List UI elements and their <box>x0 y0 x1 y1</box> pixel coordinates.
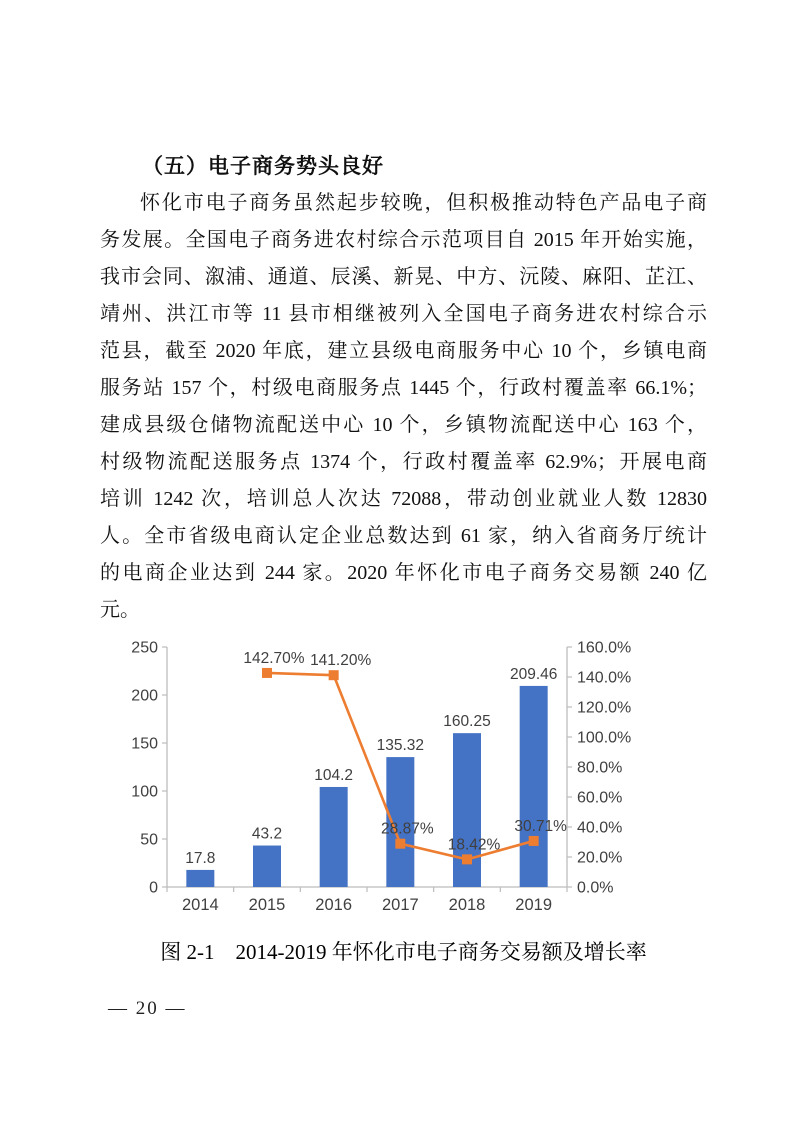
x-axis-label: 2016 <box>315 896 353 914</box>
figure-caption: 图 2-1 2014-2019 年怀化市电子商务交易额及增长率 <box>160 940 647 964</box>
body-text-line: 务发展。全国电子商务进农村综合示范项目自 2015 年开始实施， <box>100 229 707 251</box>
right-axis-tick-label: 140.0% <box>577 669 632 687</box>
line-value-label: 141.20% <box>310 652 372 670</box>
section-heading: （五）电子商务势头良好 <box>142 154 384 178</box>
body-text-line: 我市会同、溆浦、通道、辰溪、新晃、中方、沅陵、麻阳、芷江、 <box>100 266 707 288</box>
right-axis-tick-label: 80.0% <box>577 759 623 777</box>
body-text-line: 怀化市电子商务虽然起步较晚，但积极推动特色产品电子商 <box>140 192 707 214</box>
body-text-line: 建成县级仓储物流配送中心 10 个，乡镇物流配送中心 163 个， <box>100 414 707 436</box>
line-value-label: 28.87% <box>381 820 434 838</box>
x-axis-label: 2017 <box>381 896 419 914</box>
line-value-label: 18.42% <box>447 836 501 854</box>
bar-value-label: 104.2 <box>314 766 354 784</box>
line-marker-2016 <box>329 670 339 680</box>
x-axis-label: 2014 <box>181 896 219 914</box>
left-axis-tick-label: 100 <box>131 783 158 801</box>
bar-value-label: 135.32 <box>376 737 425 755</box>
body-text-line: 服务站 157 个，村级电商服务点 1445 个，行政村覆盖率 66.1%； <box>100 377 707 399</box>
body-text-line: 元。 <box>100 599 140 621</box>
bar-2019 <box>520 686 548 887</box>
body-text-line: 靖州、洪江市等 11 县市相继被列入全国电子商务进农村综合示 <box>100 303 707 325</box>
body-text-line: 的电商企业达到 244 家。2020 年怀化市电子商务交易额 240 亿 <box>100 562 707 584</box>
body-paragraph <box>100 185 707 629</box>
ecommerce-chart <box>100 639 707 929</box>
right-axis-tick-label: 60.0% <box>577 789 623 807</box>
line-value-label: 30.71% <box>514 817 567 835</box>
page-number: — 20 — <box>108 998 187 1019</box>
body-text-line: 培训 1242 次，培训总人次达 72088，带动创业就业人数 12830 <box>100 488 707 510</box>
body-text-line: 村级物流配送服务点 1374 个，行政村覆盖率 62.9%；开展电商 <box>100 451 707 473</box>
right-axis-tick-label: 160.0% <box>577 639 632 657</box>
bar-2015 <box>253 846 281 887</box>
x-axis-label: 2018 <box>448 896 486 914</box>
bar-2014 <box>186 870 214 887</box>
bar-2016 <box>320 787 348 887</box>
bar-value-label: 43.2 <box>251 825 283 843</box>
right-axis-tick-label: 120.0% <box>577 699 632 717</box>
bar-value-label: 160.25 <box>443 713 491 731</box>
x-axis-label: 2015 <box>248 896 286 914</box>
line-marker-2015 <box>262 668 272 678</box>
left-axis-tick-label: 50 <box>140 831 158 849</box>
bars-series <box>185 666 557 887</box>
body-text-line: 人。全市省级电商认定企业总数达到 61 家，纳入省商务厅统计 <box>100 525 707 547</box>
body-text-line: 范县，截至 2020 年底，建立县级电商服务中心 10 个，乡镇电商 <box>100 340 707 362</box>
right-axis-tick-label: 0.0% <box>577 879 614 897</box>
line-marker-2019 <box>529 836 539 846</box>
left-axis-tick-label: 150 <box>131 735 158 753</box>
right-axis-tick-label: 40.0% <box>577 819 623 837</box>
right-axis-tick-label: 20.0% <box>577 849 623 867</box>
bar-value-label: 209.46 <box>509 665 558 683</box>
right-axis-tick-label: 100.0% <box>577 729 632 747</box>
left-axis-tick-label: 200 <box>131 687 158 705</box>
bar-value-label: 17.8 <box>185 849 216 867</box>
left-axis-tick-label: 250 <box>131 639 158 657</box>
ecommerce-chart-svg <box>118 639 648 924</box>
line-marker-2017 <box>395 839 405 849</box>
left-axis-tick-label: 0 <box>149 879 158 897</box>
x-axis-label: 2019 <box>515 896 553 914</box>
line-value-label: 142.70% <box>243 649 305 667</box>
line-marker-2018 <box>462 854 472 864</box>
